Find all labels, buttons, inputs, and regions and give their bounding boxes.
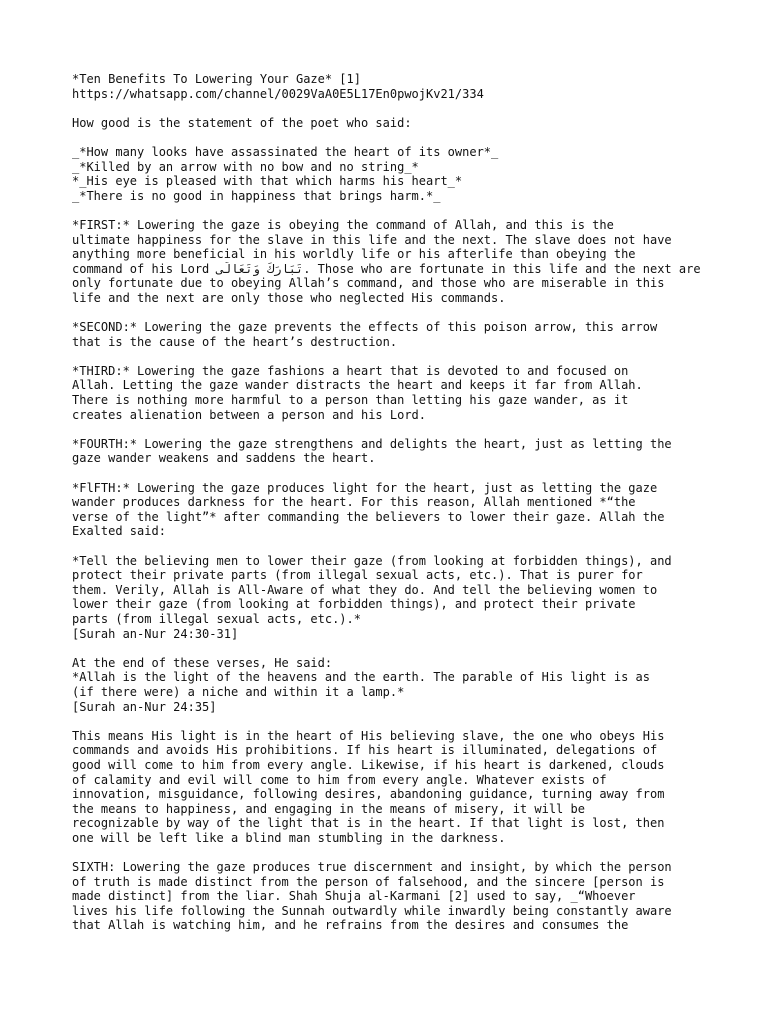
poem-line: _*Killed by an arrow with no bow and no string_* <box>72 159 419 174</box>
poem-line: *_His eye is pleased with that which harms his heart_* <box>72 174 463 189</box>
verse-reference: [Surah an-Nur 24:30-31] <box>72 626 239 641</box>
paragraph-line: one will be left like a blind man stumbling in the darkness. <box>72 830 506 845</box>
first-benefit-paragraph <box>72 218 712 306</box>
quote-line: lower their gaze (from looking at forbidden things), and protect their private <box>72 597 636 612</box>
paragraph-line: life and the next are only those who neglected His commands. <box>72 290 506 305</box>
paragraph-line: *THIRD:* Lowering the gaze fashions a heart that is devoted to and focused on <box>72 363 629 378</box>
quote-line: At the end of these verses, He said: <box>72 655 333 670</box>
poem-line: _*There is no good in happiness that brings harm.*_ <box>72 188 441 203</box>
paragraph-line: Allah. Letting the gaze wander distracts the heart and keeps it far from Allah. <box>72 378 643 393</box>
paragraph-line: *SECOND:* Lowering the gaze prevents the effects of this poison arrow, this arrow <box>72 320 658 335</box>
paragraph-line: innovation, misguidance, following desires, abandoning guidance, turning away from <box>72 787 665 802</box>
paragraph-line: verse of the light”* after commanding the believers to lower their gaze. Allah the <box>72 509 665 524</box>
intro-paragraph <box>72 116 712 131</box>
quote-line: parts (from illegal sexual acts, etc.).* <box>72 611 361 626</box>
paragraph-line: the means to happiness, and engaging in the means of misery, it will be <box>72 801 585 816</box>
light-verse-block <box>72 656 712 714</box>
quote-line: *Allah is the light of the heavens and the earth. The parable of His light is as <box>72 670 650 685</box>
paragraph-line: made distinct] from the liar. Shah Shuja al-Karmani [2] used to say, _“Whoever <box>72 889 636 904</box>
document-title: *Ten Benefits To Lowering Your Gaze* [1] <box>72 72 361 86</box>
paragraph-line: of calamity and evil will come to him from every angle. Whatever exists of <box>72 772 607 787</box>
paragraph-line: *FOURTH:* Lowering the gaze strengthens and delights the heart, just as letting the <box>72 436 672 451</box>
explanation-paragraph <box>72 729 712 846</box>
document-page <box>72 72 712 948</box>
poem-block <box>72 145 712 203</box>
paragraph-line: good will come to him from every angle. Likewise, if his heart is darkened, clouds <box>72 757 665 772</box>
sixth-benefit-paragraph <box>72 860 712 933</box>
verse-reference: [Surah an-Nur 24:35] <box>72 699 217 714</box>
paragraph-line: only fortunate due to obeying Allah’s command, and those who are miserable in this <box>72 276 665 291</box>
quote-line: protect their private parts (from illegal sexual acts, etc.). That is purer for <box>72 568 643 583</box>
paragraph-line: anything more beneficial in his worldly life or his afterlife than obeying the <box>72 247 636 262</box>
paragraph-line: wander produces darkness for the heart. For this reason, Allah mentioned *“the <box>72 495 636 510</box>
quote-line: (if there were) a niche and within it a lamp.* <box>72 684 405 699</box>
paragraph-line: ultimate happiness for the slave in this life and the next. The slave does not have <box>72 232 672 247</box>
paragraph-line: SIXTH: Lowering the gaze produces true discernment and insight, by which the person <box>72 860 672 875</box>
fourth-benefit-paragraph <box>72 437 712 466</box>
quote-line: them. Verily, Allah is All-Aware of what they do. And tell the believing women to <box>72 582 658 597</box>
intro-line: How good is the statement of the poet who said: <box>72 115 412 130</box>
quote-line: *Tell the believing men to lower their gaze (from looking at forbidden things), and <box>72 553 672 568</box>
paragraph-line: gaze wander weakens and saddens the heart. <box>72 451 376 466</box>
paragraph-line: that is the cause of the heart’s destruction. <box>72 334 398 349</box>
paragraph-line: recognizable by way of the light that is in the heart. If that light is lost, then <box>72 816 665 831</box>
fifth-benefit-paragraph <box>72 481 712 539</box>
paragraph-line: commands and avoids His prohibitions. If his heart is illuminated, delegations of <box>72 743 658 758</box>
paragraph-line: creates alienation between a person and his Lord. <box>72 407 427 422</box>
verse-quote-block <box>72 554 712 642</box>
paragraph-line: There is nothing more harmful to a person than letting his gaze wander, as it <box>72 393 629 408</box>
channel-link[interactable]: https://whatsapp.com/channel/0029VaA0E5L17En0pwojKv21/334 <box>72 86 484 101</box>
paragraph-line: that Allah is watching him, and he refrains from the desires and consumes the <box>72 918 629 933</box>
paragraph-line: command of his Lord تَبَارَكَ وَتَعَالَى. Those who are fortunate in this life and the next are <box>72 261 701 276</box>
paragraph-line: Exalted said: <box>72 524 166 539</box>
poem-line: _*How many looks have assassinated the heart of its owner*_ <box>72 144 499 159</box>
paragraph-line: *FlFTH:* Lowering the gaze produces light for the heart, just as letting the gaze <box>72 480 658 495</box>
second-benefit-paragraph <box>72 320 712 349</box>
paragraph-line: This means His light is in the heart of His believing slave, the one who obeys His <box>72 728 665 743</box>
paragraph-line: of truth is made distinct from the person of falsehood, and the sincere [person is <box>72 874 665 889</box>
third-benefit-paragraph <box>72 364 712 422</box>
paragraph-line: lives his life following the Sunnah outwardly while inwardly being constantly aware <box>72 903 672 918</box>
document-header <box>72 72 712 101</box>
paragraph-line: *FIRST:* Lowering the gaze is obeying the command of Allah, and this is the <box>72 217 614 232</box>
